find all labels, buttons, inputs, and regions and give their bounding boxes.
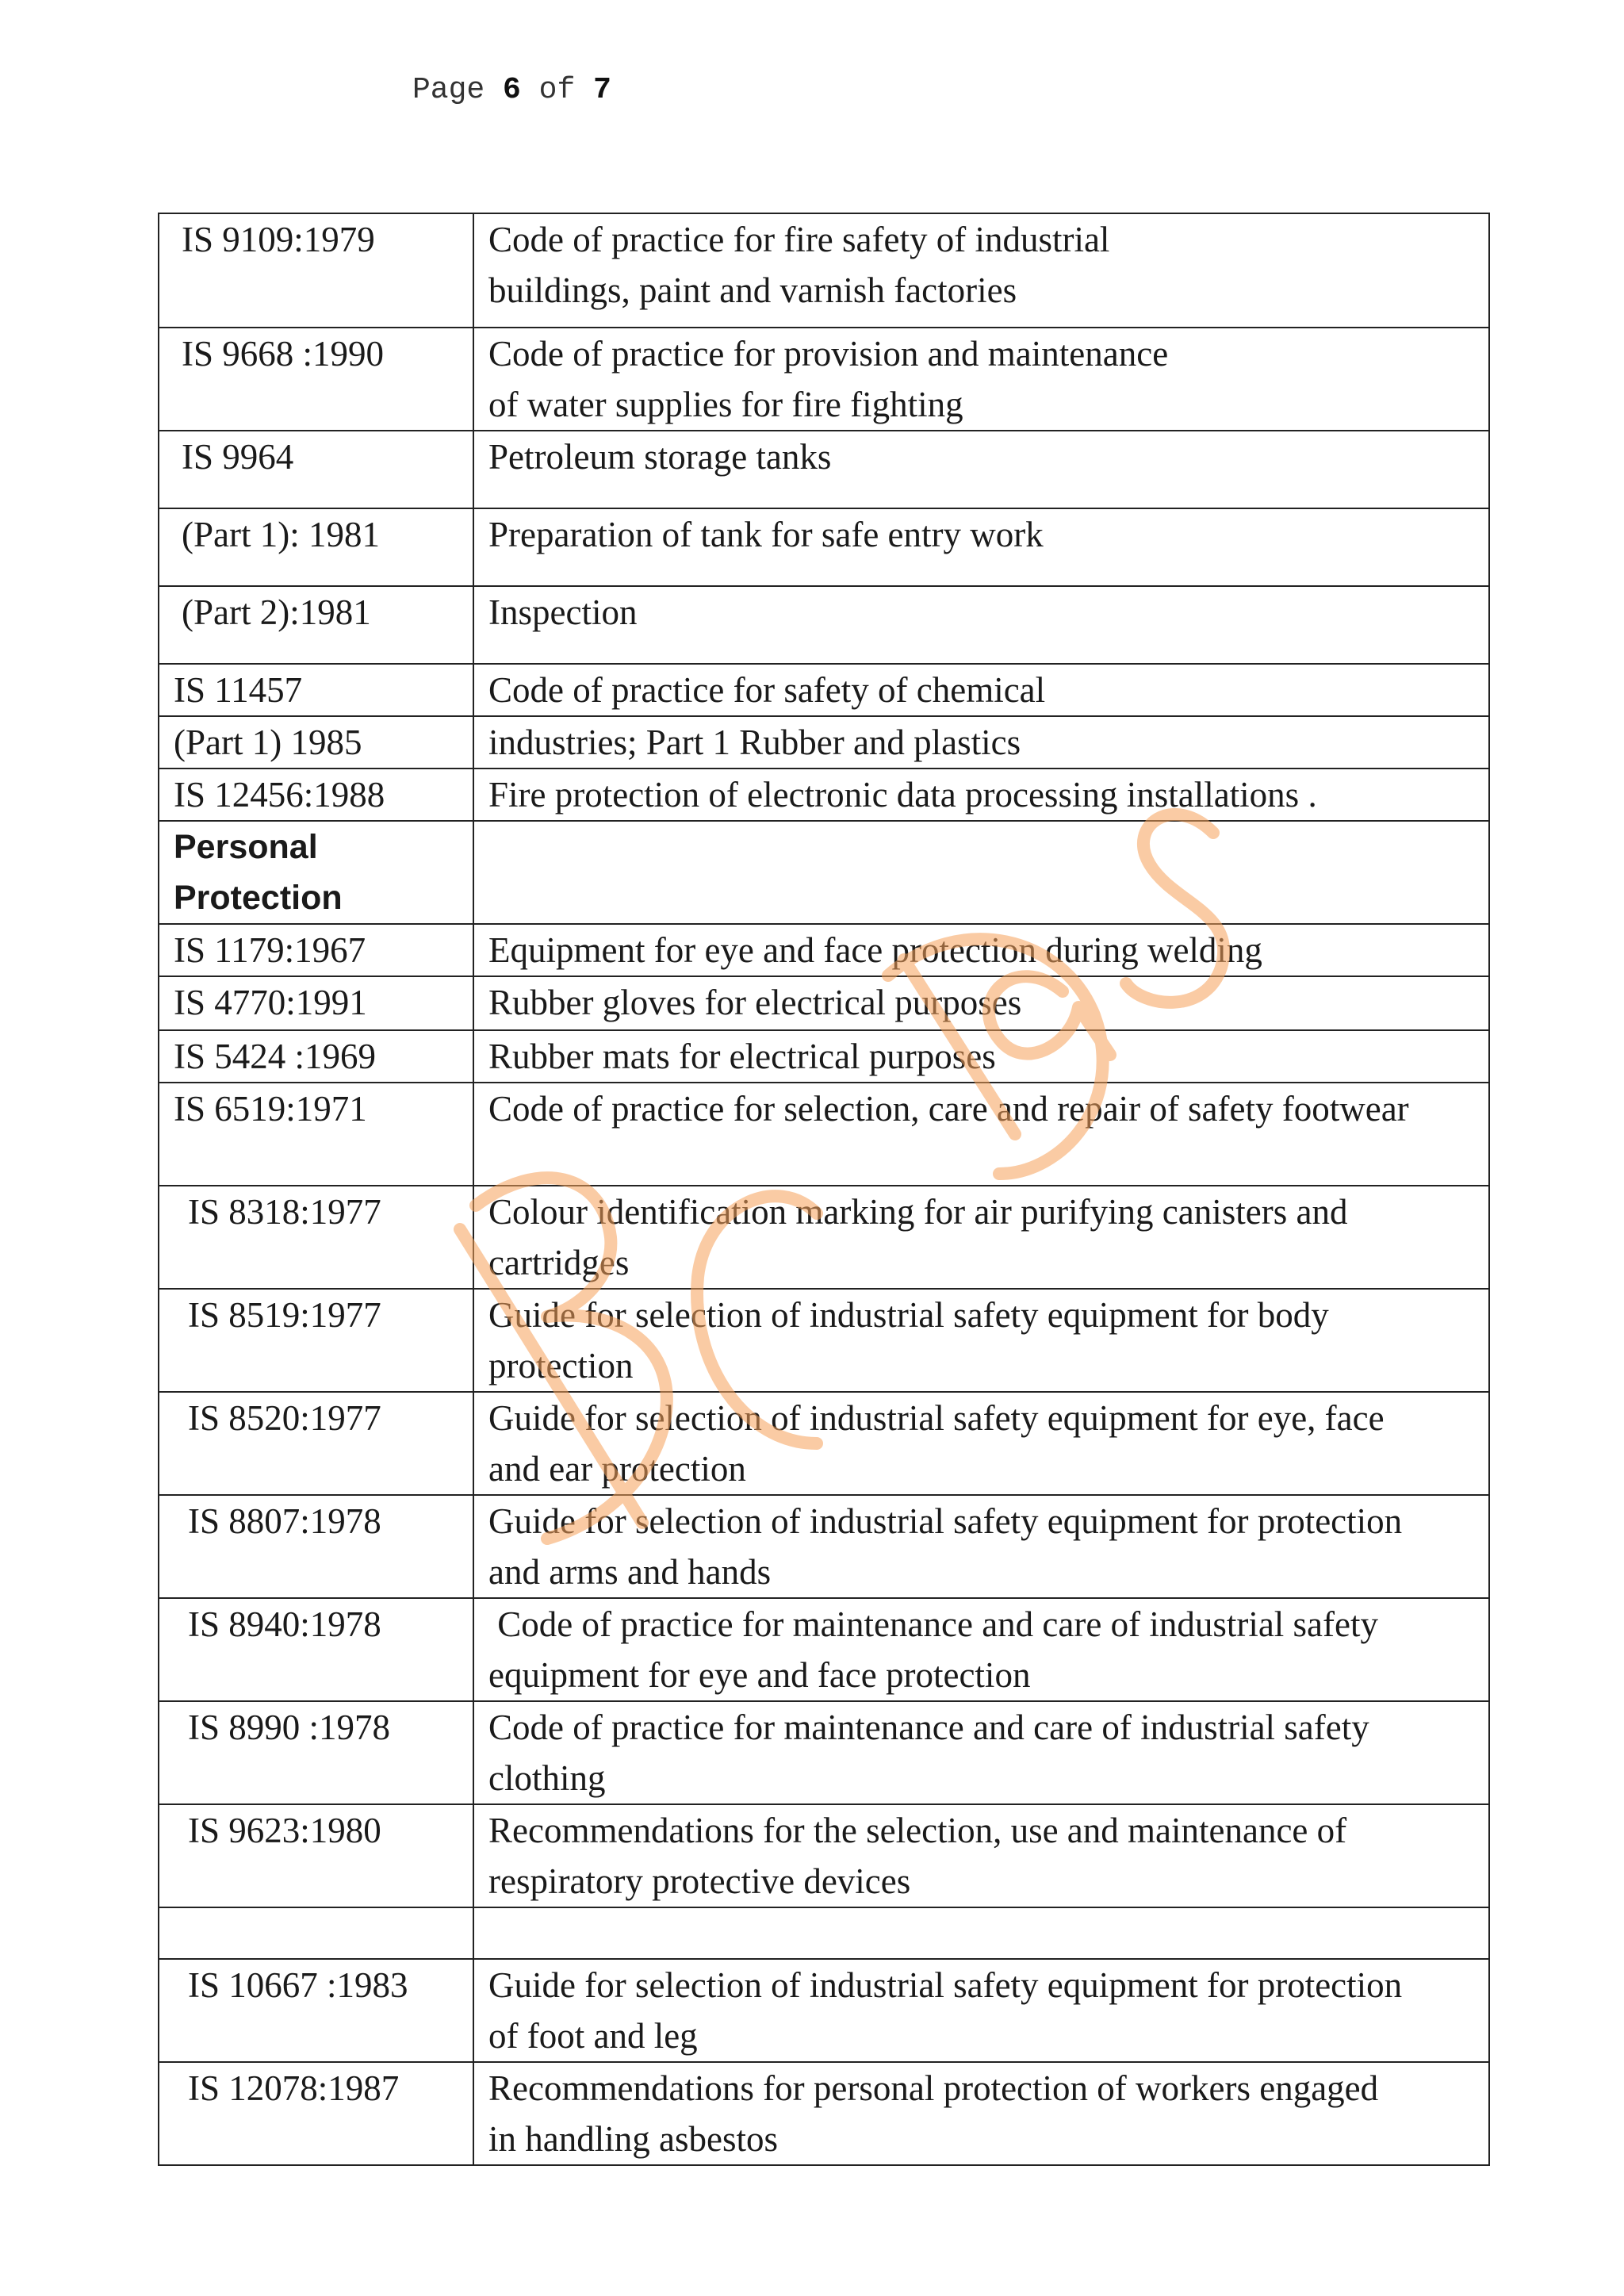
standard-code: IS 8940:1978 bbox=[188, 1604, 381, 1644]
table-row bbox=[159, 1495, 1489, 1598]
standard-description-cell bbox=[473, 1030, 1489, 1083]
table-row bbox=[159, 716, 1489, 769]
standard-description-cell bbox=[473, 431, 1489, 508]
standard-description-cell bbox=[473, 1959, 1489, 2062]
standard-description: Preparation of tank for safe entry work bbox=[488, 515, 1044, 554]
standard-code: IS 9109:1979 bbox=[182, 220, 375, 259]
standard-description: Colour identification marking for air purifying canisters and bbox=[488, 1192, 1348, 1232]
page-of-label: of bbox=[538, 73, 576, 107]
standard-code: (Part 1): 1981 bbox=[182, 515, 380, 554]
standard-description-cell bbox=[473, 586, 1489, 664]
standard-code-cell bbox=[159, 1907, 473, 1959]
standard-description-cell bbox=[473, 1495, 1489, 1598]
standard-code-cell bbox=[159, 1959, 473, 2062]
standard-code: IS 5424 :1969 bbox=[174, 1037, 377, 1076]
standard-code-cell bbox=[159, 586, 473, 664]
table-row bbox=[159, 328, 1489, 431]
standard-description: Recommendations for the selection, use and maintenance of bbox=[488, 1811, 1347, 1850]
table-row bbox=[159, 1392, 1489, 1495]
table-row bbox=[159, 1083, 1489, 1186]
standard-description: clothing bbox=[488, 1758, 606, 1798]
standard-description-cell bbox=[473, 716, 1489, 769]
standard-description: Guide for selection of industrial safety equipment for protection bbox=[488, 1501, 1403, 1541]
standard-code-cell bbox=[159, 1030, 473, 1083]
standard-code-cell bbox=[159, 1289, 473, 1392]
standard-code-cell bbox=[159, 716, 473, 769]
standard-code-cell bbox=[159, 821, 473, 924]
standard-code: IS 1179:1967 bbox=[174, 930, 366, 970]
page-total: 7 bbox=[593, 73, 611, 107]
standard-description: Code of practice for provision and maintenance bbox=[488, 334, 1169, 374]
standard-code: (Part 2):1981 bbox=[182, 592, 371, 632]
table-row bbox=[159, 1959, 1489, 2062]
standard-code: IS 11457 bbox=[174, 670, 303, 710]
standard-description: Equipment for eye and face protection during welding bbox=[488, 930, 1262, 970]
table-row bbox=[159, 1598, 1489, 1701]
standard-description-cell bbox=[473, 1289, 1489, 1392]
standard-code-cell bbox=[159, 431, 473, 508]
standard-description: equipment for eye and face protection bbox=[488, 1655, 1031, 1695]
standard-description-cell bbox=[473, 1083, 1489, 1186]
standard-code-cell bbox=[159, 213, 473, 328]
standard-description-cell bbox=[473, 508, 1489, 586]
standard-description: Code of practice for maintenance and care of industrial safety bbox=[488, 1604, 1378, 1644]
standard-description-cell bbox=[473, 1804, 1489, 1907]
standard-description-cell bbox=[473, 1907, 1489, 1959]
standard-description: of foot and leg bbox=[488, 2016, 698, 2056]
standard-code-cell bbox=[159, 1598, 473, 1701]
table-row bbox=[159, 664, 1489, 716]
page-current: 6 bbox=[503, 73, 521, 107]
standard-code: IS 9623:1980 bbox=[188, 1811, 381, 1850]
standard-code: IS 9668 :1990 bbox=[182, 334, 385, 374]
standard-description: Guide for selection of industrial safety equipment for body bbox=[488, 1295, 1329, 1335]
table-row bbox=[159, 1030, 1489, 1083]
standard-description: Guide for selection of industrial safety equipment for protection bbox=[488, 1965, 1403, 2005]
standard-description-cell bbox=[473, 213, 1489, 328]
table-row bbox=[159, 1186, 1489, 1289]
standard-code: IS 12456:1988 bbox=[174, 775, 385, 815]
standard-code-cell bbox=[159, 2062, 473, 2165]
table-row bbox=[159, 924, 1489, 976]
standard-code: IS 8318:1977 bbox=[188, 1192, 381, 1232]
standards-table bbox=[158, 213, 1490, 2166]
standard-description: Recommendations for personal protection of workers engaged bbox=[488, 2068, 1379, 2108]
standard-code-cell bbox=[159, 769, 473, 821]
standard-description: Code of practice for maintenance and care of industrial safety bbox=[488, 1708, 1369, 1747]
standard-description: Code of practice for fire safety of industrial bbox=[488, 220, 1110, 259]
standard-description: Fire protection of electronic data processing installations . bbox=[488, 775, 1317, 815]
standard-description-cell bbox=[473, 664, 1489, 716]
standard-code-cell bbox=[159, 1804, 473, 1907]
standard-description-cell bbox=[473, 924, 1489, 976]
standard-code-cell bbox=[159, 1083, 473, 1186]
standard-code: IS 12078:1987 bbox=[188, 2068, 400, 2108]
table-row bbox=[159, 976, 1489, 1030]
standard-description: and arms and hands bbox=[488, 1552, 772, 1592]
table-row bbox=[159, 769, 1489, 821]
standard-description: in handling asbestos bbox=[488, 2119, 778, 2159]
standard-description: Guide for selection of industrial safety equipment for eye, face bbox=[488, 1398, 1385, 1438]
page-number-header bbox=[412, 73, 611, 107]
standard-description: Rubber gloves for electrical purposes bbox=[488, 983, 1022, 1022]
table-row bbox=[159, 586, 1489, 664]
standard-description-cell bbox=[473, 821, 1489, 924]
table-row bbox=[159, 213, 1489, 328]
standard-description: buildings, paint and varnish factories bbox=[488, 270, 1017, 310]
standard-code-cell bbox=[159, 1392, 473, 1495]
standard-description: Petroleum storage tanks bbox=[488, 437, 832, 477]
standard-description: Inspection bbox=[488, 592, 638, 632]
section-heading-text: Protection bbox=[174, 879, 343, 917]
standard-code-cell bbox=[159, 924, 473, 976]
standard-description: Code of practice for selection, care and repair of safety footwear bbox=[488, 1089, 1409, 1129]
standard-description-cell bbox=[473, 2062, 1489, 2165]
standard-description: Rubber mats for electrical purposes bbox=[488, 1037, 996, 1076]
standard-description: of water supplies for fire fighting bbox=[488, 385, 963, 424]
standards-table-body bbox=[159, 213, 1489, 2165]
standard-code: IS 9964 bbox=[182, 437, 294, 477]
section-heading-row bbox=[159, 821, 1489, 924]
standard-code: IS 8807:1978 bbox=[188, 1501, 381, 1541]
table-row bbox=[159, 508, 1489, 586]
section-heading-text: Personal bbox=[174, 828, 318, 866]
standard-description: industries; Part 1 Rubber and plastics bbox=[488, 723, 1021, 762]
table-row bbox=[159, 1701, 1489, 1804]
standard-code: IS 4770:1991 bbox=[174, 983, 367, 1022]
standard-description-cell bbox=[473, 328, 1489, 431]
standard-description-cell bbox=[473, 976, 1489, 1030]
standard-description: and ear protection bbox=[488, 1449, 746, 1489]
standard-description-cell bbox=[473, 1392, 1489, 1495]
standard-code: IS 6519:1971 bbox=[174, 1089, 367, 1129]
standard-description: respiratory protective devices bbox=[488, 1861, 911, 1901]
standard-code: (Part 1) 1985 bbox=[174, 723, 362, 762]
standard-code-cell bbox=[159, 664, 473, 716]
standard-code-cell bbox=[159, 508, 473, 586]
standard-description: cartridges bbox=[488, 1243, 630, 1282]
standard-code-cell bbox=[159, 1186, 473, 1289]
standard-description: protection bbox=[488, 1346, 634, 1386]
standard-description-cell bbox=[473, 1186, 1489, 1289]
standard-code-cell bbox=[159, 1701, 473, 1804]
table-row bbox=[159, 431, 1489, 508]
table-row bbox=[159, 2062, 1489, 2165]
standard-description-cell bbox=[473, 1701, 1489, 1804]
table-row bbox=[159, 1804, 1489, 1907]
standard-code: IS 8519:1977 bbox=[188, 1295, 381, 1335]
standard-code: IS 8990 :1978 bbox=[188, 1708, 391, 1747]
standard-description: Code of practice for safety of chemical bbox=[488, 670, 1046, 710]
standard-code-cell bbox=[159, 328, 473, 431]
standard-code-cell bbox=[159, 976, 473, 1030]
standard-description-cell bbox=[473, 769, 1489, 821]
table-row bbox=[159, 1289, 1489, 1392]
standard-description-cell bbox=[473, 1598, 1489, 1701]
standard-code: IS 8520:1977 bbox=[188, 1398, 381, 1438]
table-row bbox=[159, 1907, 1489, 1959]
standard-code-cell bbox=[159, 1495, 473, 1598]
page-label: Page bbox=[412, 73, 485, 107]
standard-code: IS 10667 :1983 bbox=[188, 1965, 408, 2005]
